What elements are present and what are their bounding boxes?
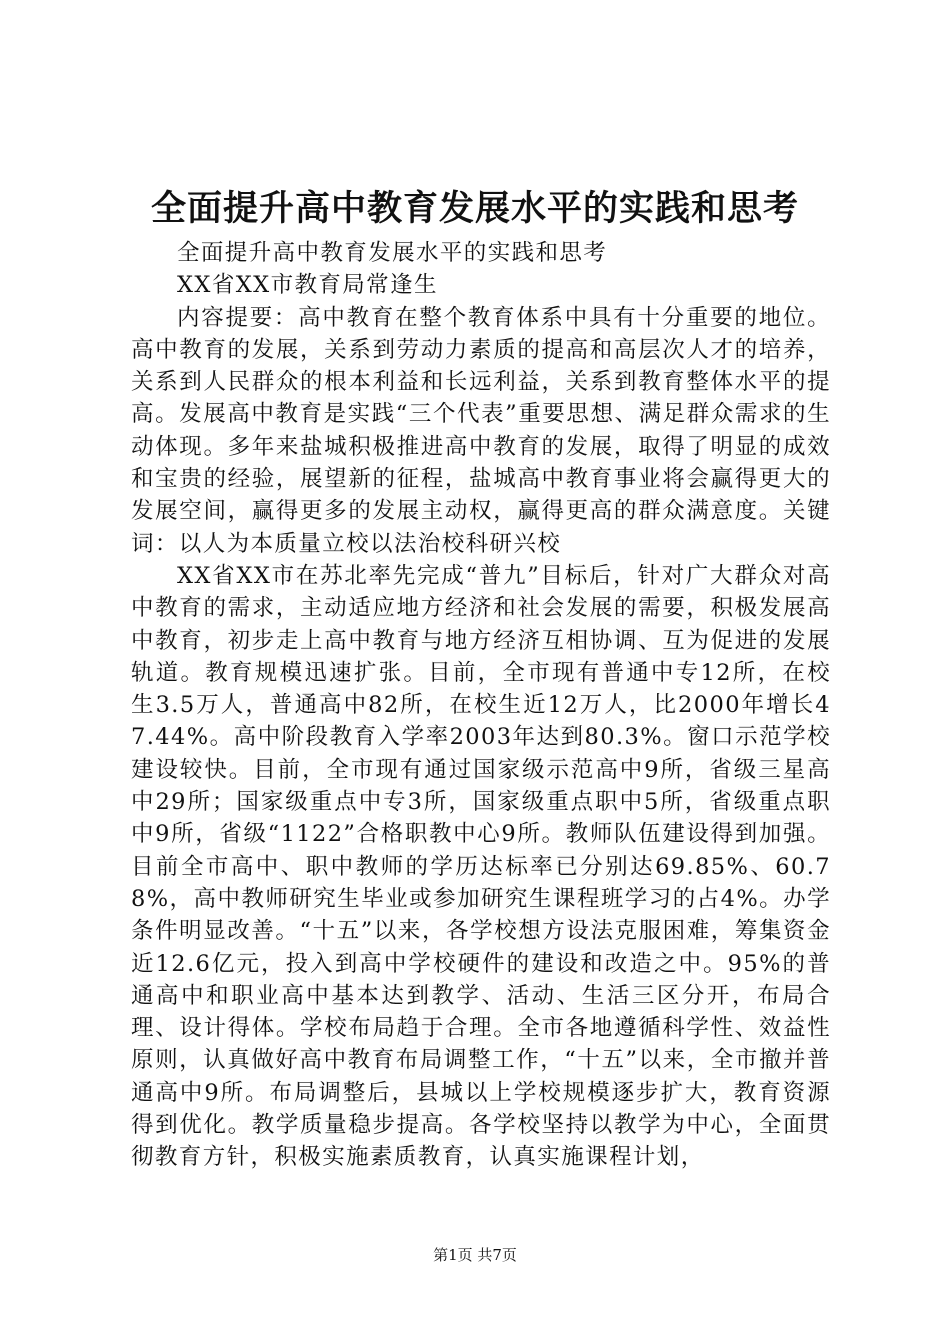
page-footer: 第1页 共7页	[433, 1246, 517, 1264]
body-paragraph: XX省XX市在苏北率先完成“普九”目标后，针对广大群众对高中教育的需求，主动适应地方经济和社会发展的需要，积极发展高中教育，初步走上高中教育与地方经济互相协调、互为促进的发展轨道。教育规模迅速扩张。目前，全市现有普通中专12所，在校生3.5万人，普通高中82所，在校生近12万人，比2000年增长47.44%。高中阶段教育入学率2003年达到80.3%。窗口示范学校建设较快。目前，全市现有通过国家级示范高中9所，省级三星高中29所；国家级重点中专3所，国家级重点职中5所，省级重点职中9所，省级“1122”合格职教中心9所。教师队伍建设得到加强。目前全市高中、职中教师的学历达标率已分别达69.85%、60.78%，高中教师研究生毕业或参加研究生课程班学习的占4%。办学条件明显改善。“十五”以来，各学校想方设法克服困难，筹集资金近12.6亿元，投入到高中学校硬件的建设和改造之中。95%的普通高中和职业高中基本达到教学、活动、生活三区分开，布局合理、设计得体。学校布局趋于合理。全市各地遵循科学性、效益性原则，认真做好高中教育布局调整工作，“十五”以来，全市撤并普通高中9所。布局调整后，县城以上学校规模逐步扩大，教育资源得到优化。教学质量稳步提高。各学校坚持以教学为中心，全面贯彻教育方针，积极实施素质教育，认真实施课程计划，	[131, 562, 831, 1171]
document-title: 全面提升高中教育发展水平的实践和思考	[150, 188, 799, 229]
author-paragraph: XX省XX市教育局常逢生	[177, 272, 438, 299]
document-body	[131, 237, 831, 1174]
subtitle-paragraph: 全面提升高中教育发展水平的实践和思考	[177, 240, 608, 266]
abstract-paragraph: 内容提要：高中教育在整个教育体系中具有十分重要的地位。高中教育的发展，关系到劳动力素质的提高和高层次人才的培养，关系到人民群众的根本利益和长远利益，关系到教育整体水平的提高。发展高中教育是实践“三个代表”重要思想、满足群众需求的生动体现。多年来盐城积极推进高中教育的发展，取得了明显的成效和宝贵的经验，展望新的征程，盐城高中教育事业将会赢得更大的发展空间，赢得更多的发展主动权，赢得更高的群众满意度。关键词：以人为本质量立校以法治校科研兴校	[131, 304, 831, 557]
